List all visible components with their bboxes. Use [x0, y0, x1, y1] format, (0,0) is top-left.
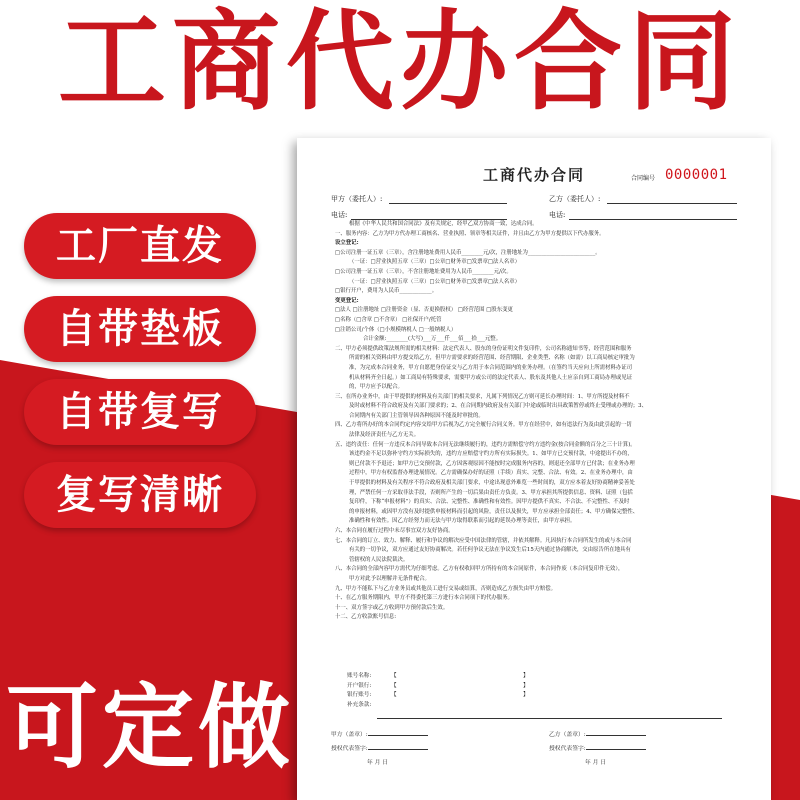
party-a-rep-label: 授权代表签字:: [331, 746, 368, 752]
clause-line: 合同期内有关部门主管领导因各种原因不能及时审批的。: [349, 412, 484, 419]
clause-line: 三、在所办业务中，由于甲提供的材料及有关部门的相关要求，凡属下列情况乙方则可延长办理时间：1、甲方所提及材料不: [335, 393, 630, 400]
party-a-seal-label: 甲方（盖章）:: [331, 732, 368, 738]
clause-line: □银行开户，费用为人民币____________。: [335, 288, 438, 295]
bracket-close: 】: [523, 692, 529, 699]
sign-line: [368, 743, 428, 750]
clause-line: 八、本合同的全部内容甲方需代为仔细考虑。乙方有权收回甲方所持有的本合同原件，本合同作废（本合同复印件无效），: [335, 566, 624, 573]
clause-line: 该违约金不足以弥补守约方实际损失的，违约方应赔偿守约方所有实际损失。1、如甲方已交预付款，中途提出不办的，: [349, 451, 633, 458]
contract-clauses: [335, 220, 739, 623]
headline: 工商代办合同: [57, 0, 742, 125]
clause-line: 过程中，甲方有权监督办理进展情况。乙方需确保办好的证照（手续）真实、完整、合法、有效。2、在业务办理中，由: [349, 470, 633, 477]
sign-line: [368, 729, 428, 736]
remark-line: [377, 718, 722, 719]
bracket-open: 【: [391, 673, 397, 679]
sign-line: [586, 743, 646, 750]
clause-line: 有关的一切争议，双方应通过友好协商解决。若任何争议无法在争议发生后15天内通过协商解决，交由原告所在地具有: [349, 547, 631, 554]
contract-no: 0000001: [665, 167, 728, 183]
badge-clear-copy: 复写清晰: [24, 462, 256, 528]
clause-line: 准，为完成本合同业务，甲方自愿把身份证交与乙方用于本合同范围内的业务办理。（在签约当天应向上所需材料办证司: [349, 364, 633, 371]
clause-line: （一证：□营业执照五章（三章）□公章□财务章□发票章□法人名章）: [349, 259, 521, 266]
clause-line: 准确性和有效性。因乙方经努力而无法与甲方取得联系而引起的延误办理等责任，由甲方承担。: [349, 518, 576, 525]
clause-line: 七、本合同的订立、效力、解释、履行和争议的解决应受中国法律的管辖，并依其解释。凡因执行本合同所发生的或与本合同: [335, 537, 632, 544]
clause-line: 复印件，下称“申报材料”）的真实、合法、完整性、准确性和有效性。因甲方提供不真实、不合法、不完整性、不及时: [349, 499, 630, 506]
bracket-close: 】: [523, 682, 529, 689]
customizable-cta: 可定做: [5, 674, 294, 781]
bank-row-remark: [347, 701, 371, 711]
bracket-open: 【: [391, 692, 397, 699]
clause-line: 十一、双方签字或乙方收到甲方预付款后生效。: [335, 604, 449, 611]
clause-line: （一证：□营业执照五章（三章）□公章□财务章□发票章□法人名章）: [349, 278, 521, 285]
badge-carbon-copy: 自带复写: [24, 379, 256, 445]
party-b-label: 乙方（委托人）:: [549, 195, 601, 203]
clause-line: □法人 □注册地址 □注册资金（显、否更换股权） □经营范围 □股东变更: [335, 307, 513, 314]
contract-no-label: 合同编号: [631, 175, 656, 182]
clause-line: □公司注册一证五章（三章），含注册地址费用人民币________元/次，注册地址为_________________________。: [335, 249, 601, 256]
clause-line: 设立登记:: [335, 240, 359, 247]
clause-line: 一、服务内容：乙方为甲方代办理工商核名、营业执照、领章等相关证件，并且由乙方为甲方提供以下代办服务。: [335, 230, 605, 237]
party-b-line: [607, 203, 737, 204]
contract-sheet: [297, 138, 771, 800]
clause-line: 合计金额:________(大写)___万___仟___佰___拾___元整。: [363, 336, 502, 343]
clause-line: 管辖权的人民法院裁决。: [349, 556, 409, 563]
party-b-date: 年 月 日: [585, 760, 607, 766]
account-name-label: 账号名称:: [347, 673, 372, 679]
clause-line: 机从材料齐全日起。）如工商局有特殊要求，需要甲方或公司的法定代表人、股东及其他人士应亲自到工商局办理或见证: [349, 374, 633, 381]
bank-info: [347, 672, 529, 710]
bank-row-account-no: [347, 691, 529, 701]
clause-line: 十、在乙方服务期限内，甲方不得委托第三方进行本合同项下的代办服务。: [335, 595, 513, 602]
party-a-label: 甲方（委托人）:: [331, 195, 383, 203]
clause-line: 五、违约责任：任何一方违反本合同导致本合同无法继续履行的，违约方需赔偿守约方违约金(按合同金额的百分之三十计算)。: [335, 441, 636, 448]
bracket-close: 】: [523, 673, 529, 679]
party-b-rep-label: 授权代表签字:: [549, 746, 586, 752]
party-a-sign: [331, 728, 428, 770]
badge-factory-direct: 工厂直发: [24, 213, 256, 279]
clause-line: 二、甲方必须提供政策法规所需的相关材料：法定代表人、股东的身份证明文件复印件，公司名称通知书等，经营范围和服务: [335, 345, 632, 352]
clause-line: 九、甲方不能私下与乙方业务员或其他员工进行交易或结算，否则造成乙方损失由甲方赔偿。: [335, 585, 557, 592]
clause-line: □注销公司/个体（□小规模纳税人 □一般纳税人）: [335, 326, 457, 333]
clause-line: 四、乙方将所办好的本合同约定内容交给甲方后视为乙方完全履行合同义务。甲方在经营中，如有违法行为及由此引起的一切: [335, 422, 632, 429]
bank-row-bank-name: [347, 682, 529, 692]
phone-b-label: 电话:: [549, 211, 566, 219]
sign-line: [586, 729, 646, 736]
bank-name-label: 开户银行:: [347, 682, 372, 689]
remark-label: 补充条款:: [347, 701, 372, 708]
clause-line: 十二、乙方收款账号信息:: [335, 614, 397, 621]
clause-line: 理，严禁任何一方采取非法手段，否则所产生的一切后果由责任方负责。3、甲方承担其所提供信息、资料、证照（包括: [349, 489, 633, 496]
clause-line: 于甲提供的材料及有关程序不符合政府及相关部门要求，中途出现意外难览一些时间的，双方应本着友好协商精神妥善处: [349, 480, 635, 487]
party-b-sign: [549, 728, 646, 770]
clause-line: □公司注册一证五章（三章），不含注册地址费用为人民币________元/次。: [335, 268, 512, 275]
clause-line: □名称（□含章 □不含章） □社保开户/托管: [335, 316, 442, 323]
clause-line: 变更登记:: [335, 297, 359, 304]
account-no-label: 银行账号:: [347, 692, 372, 699]
clause-line: 所需的相关资料由甲方提交给乙方，但甲方需要求的经营范围、经营期限、企业类型、名称（如需）以工商局核定审批为: [349, 355, 635, 362]
party-b-seal-label: 乙方（盖章）:: [549, 732, 586, 738]
bank-row-account-name: [347, 672, 529, 682]
doc-title: 工商代办合同: [482, 166, 585, 184]
clause-line: 的，甲方应予以配合。: [349, 384, 403, 391]
clause-line: 的申报材料，或因甲方没有及时提供申报材料而引起的风险，责任以及损失，甲方应承担全部责任；4、甲方确保完整性、: [349, 508, 639, 515]
clause-line: 则已付款不予退还；如甲方已交预付款，乙方因客观原因不能按时完成服务内容的，则退还全部甲方已付款；在业务办理: [349, 460, 635, 467]
badge-pad-included: 自带垫板: [24, 296, 256, 362]
bracket-open: 【: [391, 682, 397, 689]
phone-a-label: 电话:: [331, 211, 348, 219]
clause-line: 根据《中华人民共和国合同法》及有关规定，经甲乙双方协商一致，达成合同。: [349, 221, 538, 227]
party-a-line: [389, 203, 507, 204]
party-a-date: 年 月 日: [367, 760, 389, 766]
clause-line: 六、本合同在履行过程中未尽事宜双方友好协商。: [335, 528, 454, 534]
clause-line: 法律及经济责任与乙方无关。: [349, 432, 420, 439]
clause-line: 甲方对此予以理解并无条件配合。: [349, 575, 430, 582]
clause-line: 及时或材料不符合政府及有关部门要求的；2、在合同期内政府及有关部门中途或临时出具政策暂停或终止受理或办理的；3、: [349, 403, 647, 410]
